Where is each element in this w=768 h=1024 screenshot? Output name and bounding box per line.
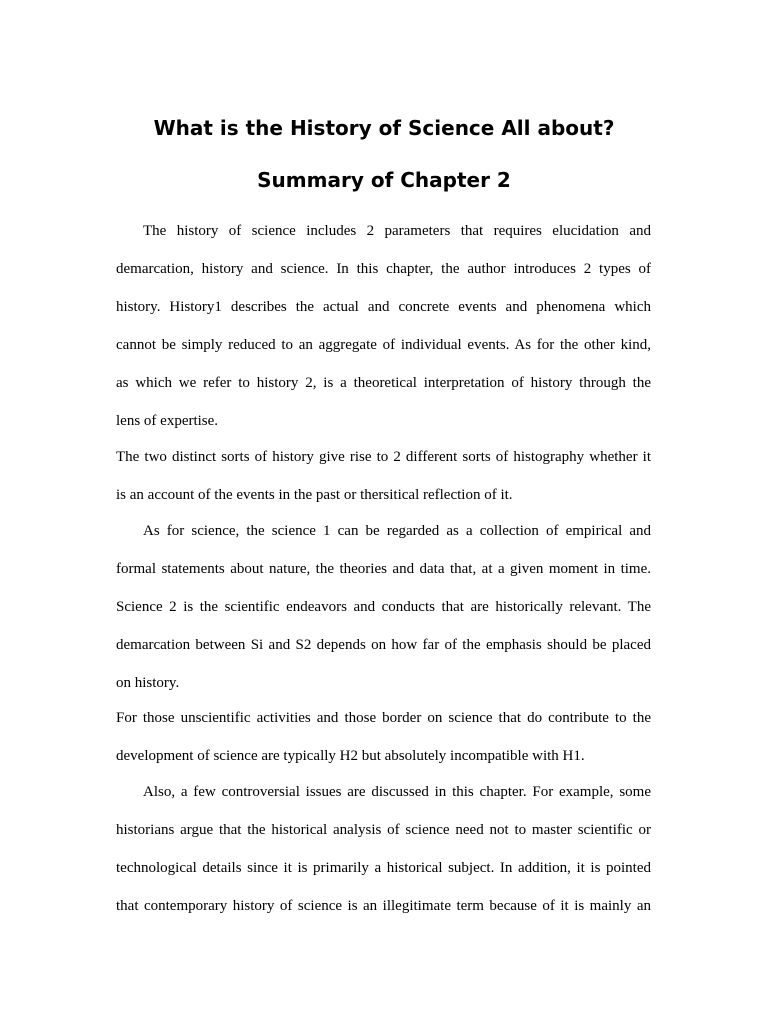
paragraph-line: Also, a few controversial issues are discussed in this chapter. For example, some	[143, 784, 651, 800]
paragraph-line: demarcation, history and science. In this chapter, the author introduces 2 types of	[116, 261, 651, 277]
paragraph-line: cannot be simply reduced to an aggregate of individual events. As for the other kind,	[116, 337, 651, 353]
paragraph-5	[116, 773, 651, 925]
paragraph-line: The two distinct sorts of history give rise to 2 different sorts of histography whether it	[116, 449, 651, 465]
paragraph-line: is an account of the events in the past or thersitical reflection of it.	[116, 487, 513, 503]
paragraph-line: As for science, the science 1 can be regarded as a collection of empirical and	[143, 523, 651, 539]
paragraph-3	[116, 512, 651, 702]
paragraph-line: formal statements about nature, the theories and data that, at a given moment in time.	[116, 561, 651, 577]
paragraph-2	[116, 438, 651, 514]
paragraph-line: demarcation between Si and S2 depends on how far of the emphasis should be placed	[116, 637, 651, 653]
paragraph-line: Science 2 is the scientific endeavors and conducts that are historically relevant. The	[116, 599, 651, 615]
paragraph-line: development of science are typically H2 but absolutely incompatible with H1.	[116, 748, 585, 764]
paragraph-line: as which we refer to history 2, is a theoretical interpretation of history through the	[116, 375, 651, 391]
page-title: What is the History of Science All about?	[153, 116, 615, 140]
paragraph-line: The history of science includes 2 parameters that requires elucidation and	[143, 223, 651, 239]
paragraph-line: that contemporary history of science is an illegitimate term because of it is mainly an	[116, 898, 651, 914]
paragraph-1	[116, 212, 651, 440]
paragraph-line: on history.	[116, 675, 180, 691]
paragraph-line: technological details since it is primarily a historical subject. In addition, it is pointed	[116, 860, 651, 876]
paragraph-line: historians argue that the historical analysis of science need not to master scientific or	[116, 822, 651, 838]
paragraph-line: history. History1 describes the actual and concrete events and phenomena which	[116, 299, 651, 315]
page-subtitle: Summary of Chapter 2	[257, 168, 511, 192]
paragraph-line: lens of expertise.	[116, 413, 219, 429]
paragraph-4	[116, 699, 651, 775]
paragraph-line: For those unscientific activities and those border on science that do contribute to the	[116, 710, 651, 726]
